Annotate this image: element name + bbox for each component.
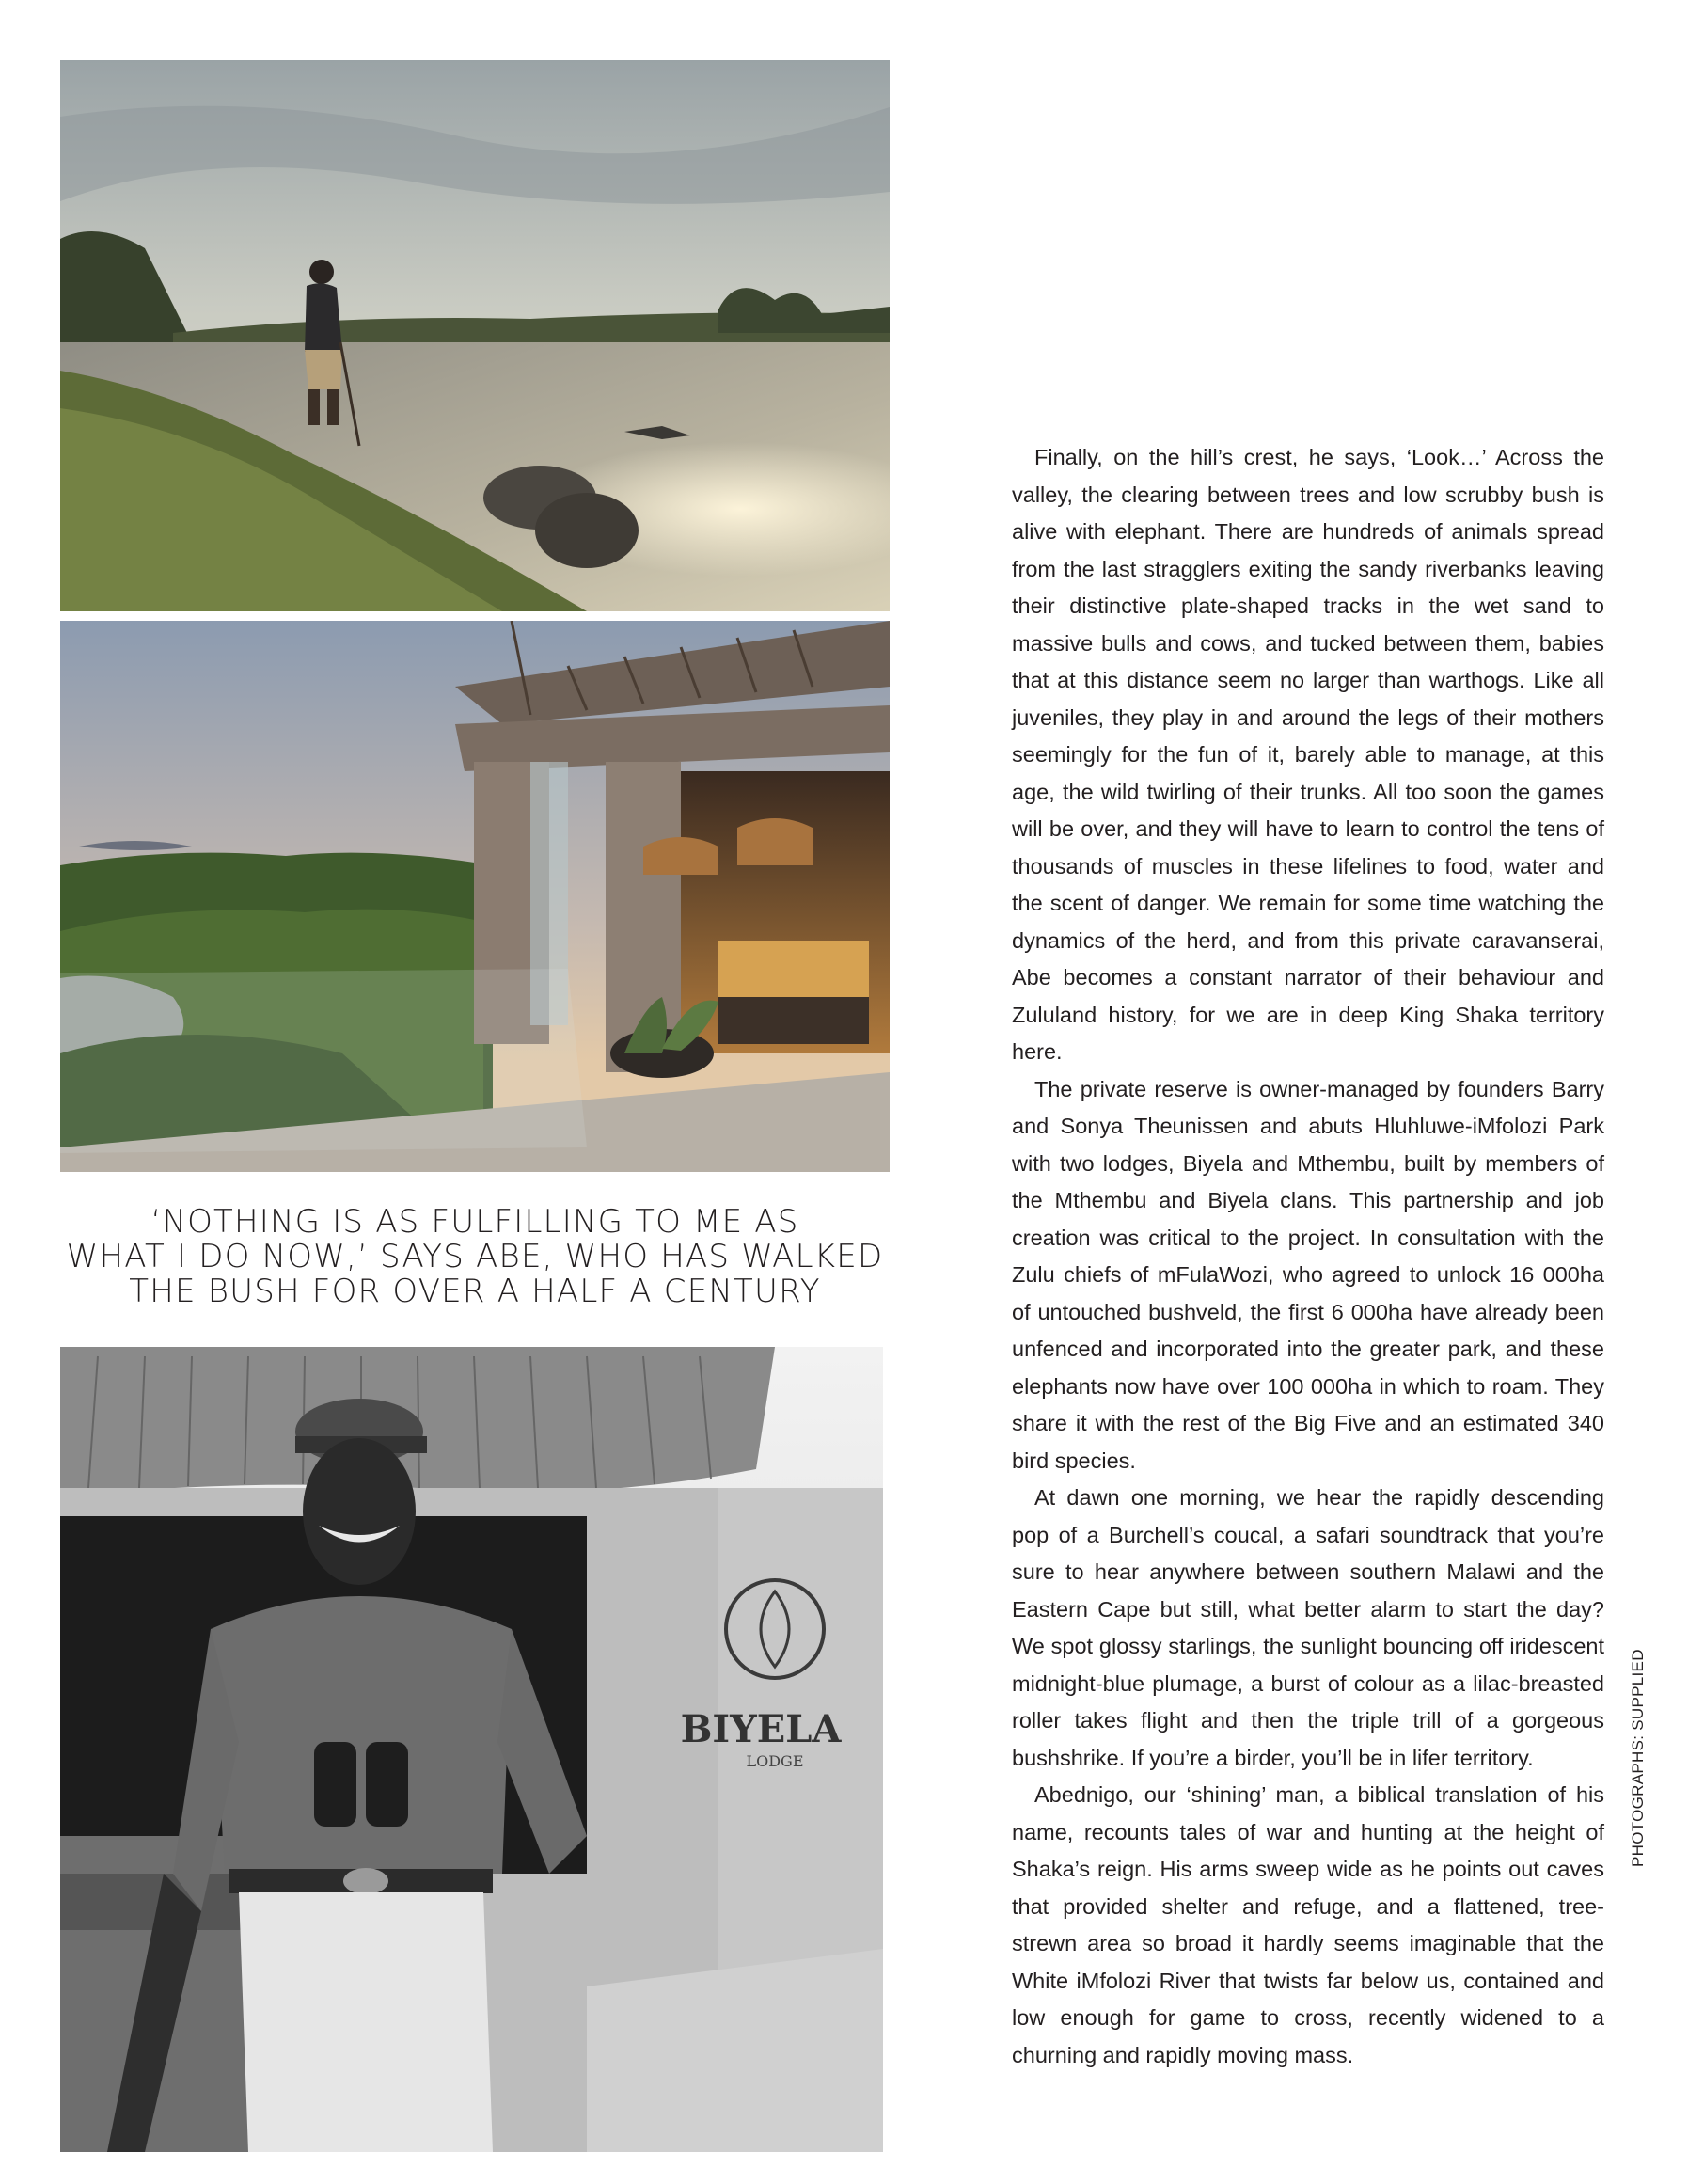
pull-quote-line: THE BUSH FOR OVER A HALF A CENTURY — [129, 1273, 821, 1310]
article-body — [1012, 439, 1604, 2074]
photo-credit: PHOTOGRAPHS: SUPPLIED — [1629, 1649, 1647, 1867]
article-paragraph: Finally, on the hill’s crest, he says, ‘Look…’ Across the valley, the clearing between trees and low scrubby bush is alive with elephant. There are hundreds of animals spread from the last stragglers exiting the sandy riverbanks leaving their distinctive plate-shaped tracks in the wet sand to massive bulls and cows, and tucked between them, babies that at this distance seem no larger than warthogs. Like all juveniles, they play in and around the legs of their mothers seemingly for the fun of it, barely able to manage, at this age, the wild twirling of their trunks. All too soon the games will be over, and they will have to learn to control the tens of thousands of muscles in these lifelines to food, water and the scent of danger. We remain for some time watching the dynamics of the herd, and from this private caravanserai, Abe becomes a constant narrator of their behaviour and Zululand history, for we are in deep King Shaka territory here. — [1012, 445, 1604, 1064]
lodge-sign-name: BIYELA — [680, 1707, 842, 1751]
article-paragraph: Abednigo, our ‘shining’ man, a biblical translation of his name, recounts tales of war and hunting at the height of Shaka’s reign. His arms sweep wide as he points out caves that provided shelter and refuge, and a flattened, tree-strewn area so broad it hardly seems imaginable that the White iMfolozi River that twists far below us, contained and low enough for game to cross, recently widened to a churning and rapidly moving mass. — [1012, 1782, 1604, 2067]
pull-quote-line: ‘NOTHING IS AS FULFILLING TO ME AS — [150, 1203, 799, 1241]
lodge-sign-subtitle: LODGE — [746, 1752, 804, 1770]
article-paragraph: The private reserve is owner-managed by founders Barry and Sonya Theunissen and abuts Hluhluwe-iMfolozi Park with two lodges, Biyela and Mthembu, built by members of the Mthembu and Biyela clans. This partnership and job creation was critical to the project. In consultation with the Zulu chiefs of mFulaWozi, who agreed to unlock 16 000ha of untouched bushveld, the first 6 000ha have already been unfenced and incorporated into the greater park, and these elephants now have over 100 000ha in which to roam. They share it with the rest of the Big Five and an estimated 340 bird species. — [1012, 1076, 1604, 1473]
pull-quote-line: WHAT I DO NOW,’ SAYS ABE, WHO HAS WALKED — [66, 1238, 884, 1275]
guide-portrait-photo — [60, 1347, 883, 2152]
article-paragraph: At dawn one morning, we hear the rapidly descending pop of a Burchell’s coucal, a safari soundtrack that you’re sure to hear anywhere between southern Malawi and the Eastern Cape but still, what better alarm to start the day? We spot glossy starlings, the sunlight bouncing off iridescent midnight-blue plumage, a burst of colour as a lilac-breasted roller takes flight and then the triple trill of a gorgeous bushshrike. If you’re a birder, you’ll be in lifer territory. — [1012, 1485, 1604, 1770]
pull-quote — [49, 1205, 901, 1309]
river-guide-photo — [60, 60, 890, 611]
lodge-deck-photo — [60, 621, 890, 1172]
